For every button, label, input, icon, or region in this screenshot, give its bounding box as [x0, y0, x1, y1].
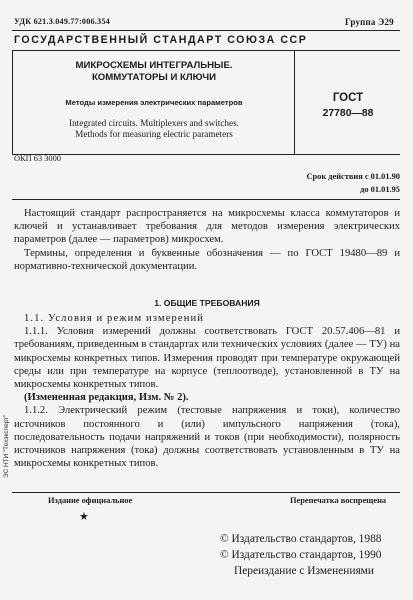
- gost-label: ГОСТ: [332, 92, 364, 104]
- intro-text: [14, 207, 400, 273]
- title-line-1: МИКРОСХЕМЫ ИНТЕГРАЛЬНЫЕ.: [75, 60, 233, 71]
- side-stamp: ЭС НТИ "Техэксперт": [3, 414, 10, 478]
- english-line-2: Methods for measuring electric parameters: [75, 128, 233, 139]
- okp-code: ОКП 63 3000: [14, 154, 61, 163]
- clause-1-1-2: 1.1.2. Электрический режим (тестовые напряжения и токи), количество источников постоянного и (или) импульсного напряжения (тока), последовательность подачи напряжений и токов (при необходимости), полярность источников напряжения (тока) должны соответствовать установленным в ТУ на микросхемы конкретных типов.: [14, 405, 400, 470]
- copyright-1988: © Издательство стандартов, 1988: [220, 533, 382, 545]
- reprint-forbidden: Перепечатка воспрещена: [290, 496, 387, 505]
- intro-paragraph-1: Настоящий стандарт распространяется на микросхемы класса коммутаторов и ключей и устанавливает требования для методов измерения электрических параметров (далее — параметров) микросхем.: [14, 208, 400, 246]
- amendment-note: (Измененная редакция, Изм. № 2).: [24, 392, 189, 404]
- section-heading: 1. ОБЩИЕ ТРЕБОВАНИЯ: [154, 298, 260, 308]
- official-edition: Издание официальное: [48, 496, 133, 505]
- udk-code: УДК 621.3.049.77:006.354: [14, 17, 110, 26]
- clause-1-1-1: 1.1.1. Условия измерений должны соответствовать ГОСТ 20.57.406—81 и требованиям, приведенным в стандартах или технических условиях (далее — ТУ) на микросхемы конкретных типов. Измерения проводят при температуре окружающей среды или при температуре на корпусе (теплоотводе), установленной в ТУ на микросхемы конкретных типов.: [14, 326, 400, 391]
- section-body: [14, 312, 400, 470]
- title-box-bottom: [12, 154, 400, 155]
- intro-paragraph-2: Термины, определения и буквенные обозначения — по ГОСТ 19480—89 и нормативно-технической документации.: [14, 247, 400, 272]
- copyright-1990: © Издательство стандартов, 1990: [220, 549, 382, 561]
- english-title: [20, 118, 288, 139]
- validity-from: Срок действия с 01.01.90: [306, 172, 400, 181]
- validity-to: до 01.01.95: [360, 185, 400, 194]
- group-code: Группа Э29: [345, 17, 394, 27]
- star-icon: ★: [79, 511, 89, 523]
- subsection-heading: 1.1. Условия и режим измерений: [24, 313, 205, 324]
- document-title: [20, 60, 288, 83]
- title-line-2: КОММУТАТОРЫ И КЛЮЧИ: [91, 71, 217, 83]
- english-line-1: Integrated circuits. Multiplexers and switches.: [69, 118, 239, 128]
- document-subtitle: Методы измерения электрических параметров: [65, 98, 243, 107]
- validity-rule: [12, 199, 400, 200]
- title-box-left: [12, 50, 13, 154]
- header-top-rule: [12, 30, 400, 31]
- gost-number: 27780—88: [322, 108, 374, 119]
- title-box-divider: [294, 50, 295, 154]
- reissue-note: Переиздание с Изменениями: [234, 565, 374, 577]
- header-bottom-rule: [12, 50, 400, 51]
- footer-rule: [12, 492, 400, 493]
- standard-band: ГОСУДАРСТВЕННЫЙ СТАНДАРТ СОЮЗА ССР: [14, 34, 308, 46]
